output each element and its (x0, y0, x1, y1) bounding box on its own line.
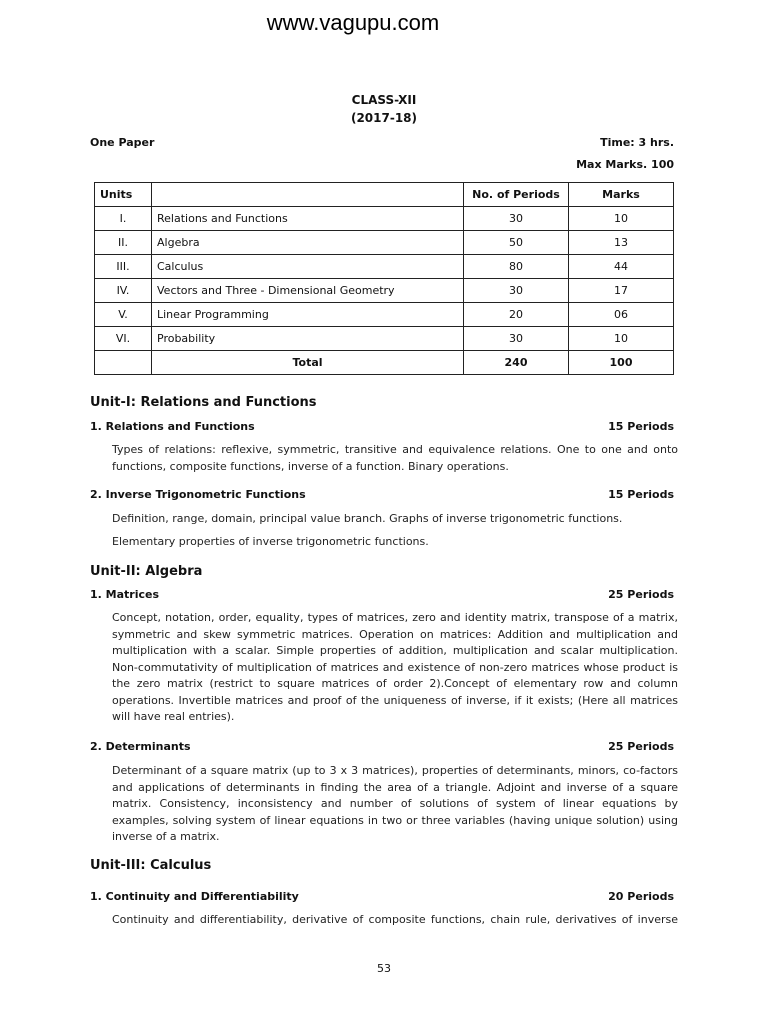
unit-periods: 30 (464, 279, 569, 303)
topic-title: 1. Matrices (90, 588, 160, 601)
unit-name: Probability (152, 327, 464, 351)
topic-title: 2. Determinants (90, 740, 191, 753)
header-marks: Marks (569, 183, 674, 207)
unit-marks: 10 (569, 327, 674, 351)
unit-periods: 80 (464, 255, 569, 279)
time-label: Time: 3 hrs. (600, 136, 674, 149)
unit-marks: 06 (569, 303, 674, 327)
total-label: Total (152, 351, 464, 375)
topic-title: 2. Inverse Trigonometric Functions (90, 488, 306, 501)
table-row (95, 327, 674, 351)
table-row (95, 303, 674, 327)
unit-number: III. (95, 255, 152, 279)
table-row (95, 231, 674, 255)
unit-2-heading: Unit-II: Algebra (90, 564, 203, 579)
topic-periods: 20 Periods (608, 890, 674, 903)
paper-label: One Paper (90, 136, 155, 149)
unit-name: Algebra (152, 231, 464, 255)
class-title: CLASS-XII (351, 93, 417, 107)
year-title: (2017-18) (350, 111, 418, 125)
page-number: 53 (377, 962, 391, 975)
topic-periods: 15 Periods (608, 488, 674, 501)
unit-name: Relations and Functions (152, 207, 464, 231)
unit-marks: 17 (569, 279, 674, 303)
total-marks: 100 (569, 351, 674, 375)
unit-number: IV. (95, 279, 152, 303)
topic-title: 1. Continuity and Differentiability (90, 890, 299, 903)
topic-title: 1. Relations and Functions (90, 420, 255, 433)
table-row (95, 279, 674, 303)
table-row (95, 207, 674, 231)
unit-name: Calculus (152, 255, 464, 279)
total-periods: 240 (464, 351, 569, 375)
table-row (95, 255, 674, 279)
watermark-url: www.vagupu.com (266, 10, 440, 35)
header-units: Units (95, 183, 152, 207)
unit-periods: 30 (464, 327, 569, 351)
table-header-row (95, 183, 674, 207)
units-table (94, 182, 674, 375)
table-total-row (95, 351, 674, 375)
unit-periods: 50 (464, 231, 569, 255)
max-marks-label: Max Marks. 100 (576, 158, 674, 171)
topic-description: Types of relations: reflexive, symmetric, transitive and equivalence relations. One to one and onto functions, composite functions, inverse of a function. Binary operations. (112, 443, 678, 473)
unit-3-heading: Unit-III: Calculus (90, 858, 212, 873)
topic-periods: 25 Periods (608, 740, 674, 753)
unit-number: VI. (95, 327, 152, 351)
unit-name: Vectors and Three - Dimensional Geometry (152, 279, 464, 303)
header-periods: No. of Periods (464, 183, 569, 207)
topic-description-extra: Elementary properties of inverse trigonometric functions. (112, 535, 429, 548)
topic-description: Definition, range, domain, principal value branch. Graphs of inverse trigonometric functions. (112, 512, 623, 525)
unit-marks: 10 (569, 207, 674, 231)
unit-periods: 30 (464, 207, 569, 231)
topic-periods: 15 Periods (608, 420, 674, 433)
unit-marks: 13 (569, 231, 674, 255)
unit-number: II. (95, 231, 152, 255)
unit-number: I. (95, 207, 152, 231)
topic-description: Continuity and differentiability, derivative of composite functions, chain rule, derivatives of inverse (112, 913, 678, 926)
unit-1-heading: Unit-I: Relations and Functions (90, 395, 317, 410)
unit-number: V. (95, 303, 152, 327)
unit-name: Linear Programming (152, 303, 464, 327)
unit-marks: 44 (569, 255, 674, 279)
topic-description: Determinant of a square matrix (up to 3 x 3 matrices), properties of determinants, minors, co-factors and applications of determinants in finding the area of a triangle. Adjoint and inverse of a square matrix. Consistency, inconsistency and number of solutions of system of linear equations by examples, solving system of linear equations in two or three variables (having unique solution) using inverse of a matrix. (112, 764, 678, 843)
header-name (152, 183, 464, 207)
topic-periods: 25 Periods (608, 588, 674, 601)
topic-description: Concept, notation, order, equality, types of matrices, zero and identity matrix, transpose of a matrix, symmetric and skew symmetric matrices. Operation on matrices: Addition and multiplication and multiplication with a scalar. Simple properties of addition, multiplication and scalar multiplication. Non-commutativity of multiplication of matrices and existence of non-zero matrices whose product is the zero matrix (restrict to square matrices of order 2).Concept of elementary row and column operations. Invertible matrices and proof of the uniqueness of inverse, if it exists; (Here all matrices will have real entries). (112, 611, 678, 723)
unit-periods: 20 (464, 303, 569, 327)
